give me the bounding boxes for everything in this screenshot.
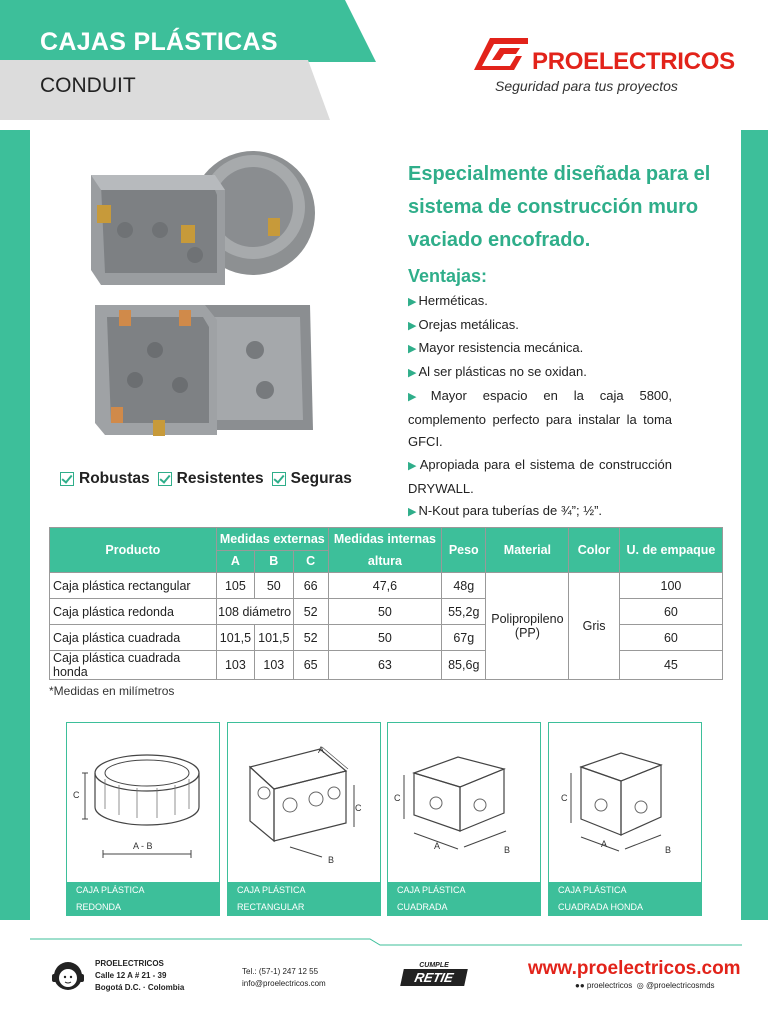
header-peso: Peso	[442, 528, 486, 573]
footer-contact	[242, 966, 326, 990]
measurement-note: *Medidas en milímetros	[49, 684, 175, 698]
proelectricos-logo-icon	[470, 34, 532, 74]
triangle-bullet-icon: ▶	[408, 367, 417, 380]
brand-slogan: Seguridad para tus proyectos	[495, 78, 678, 94]
product-photo	[85, 145, 335, 460]
dim-a-label: A	[318, 745, 325, 755]
triangle-bullet-icon: ▶	[408, 506, 417, 519]
diagram-rectangular	[227, 722, 381, 884]
brand-name: PROELECTRICOS	[532, 48, 735, 75]
triangle-bullet-icon: ▶	[408, 296, 417, 308]
dim-c-label: C	[73, 790, 80, 800]
table-row: Caja plástica cuadrada 101,5 101,5 52 50 67g 60	[50, 625, 723, 651]
color-cell: Gris	[569, 573, 620, 680]
header-medidas-internas: Medidas internas altura	[328, 528, 441, 573]
header-empaque: U. de empaque	[619, 528, 722, 573]
header-producto: Producto	[50, 528, 217, 573]
social-icons: ●●	[575, 981, 585, 990]
left-accent-bar	[0, 130, 30, 920]
dim-a-label: A	[434, 841, 441, 851]
header-b: B	[255, 550, 293, 573]
round-box-drawing	[67, 723, 219, 883]
spec-table	[49, 527, 723, 680]
list-item: ▶ Al ser plásticas no se oxidan.	[408, 364, 587, 380]
diagram-caption-redonda: CAJA PLÁSTICA REDONDA	[66, 882, 220, 916]
list-item: ▶ Apropiada para el sistema de construcción DRYWALL.	[408, 456, 672, 496]
diagram-cuadrada-honda	[548, 722, 702, 884]
dim-b-label: B	[328, 855, 335, 865]
list-item: ▶ Herméticas.	[408, 293, 488, 308]
tag-robustas: Robustas	[60, 470, 150, 488]
diagram-caption-rectangular: CAJA PLÁSTICA RECTANGULAR	[227, 882, 381, 916]
phone-number: Tel.: (57-1) 247 12 55	[242, 967, 319, 976]
triangle-bullet-icon: ▶	[408, 459, 418, 472]
list-item: ▶ Mayor resistencia mecánica.	[408, 340, 584, 356]
list-item: ▶ Orejas metálicas.	[408, 316, 519, 332]
triangle-bullet-icon: ▶	[408, 343, 417, 356]
dim-c-label: C	[394, 793, 401, 803]
retie-badge: CUMPLE RETIE	[402, 962, 466, 994]
social-handles: ●● proelectricos ◎ @proelectricosmds	[575, 981, 715, 990]
triangle-bullet-icon: ▶	[408, 390, 429, 403]
headline: Especialmente diseñada para el sistema de construcción muro vaciado encofrado.	[408, 163, 711, 251]
footer-divider	[30, 935, 742, 947]
header-material: Material	[486, 528, 569, 573]
feature-tags	[60, 470, 352, 488]
checkbox-icon	[60, 472, 74, 486]
dim-c-label: C	[355, 803, 362, 813]
website-link[interactable]: www.proelectricos.com	[528, 958, 741, 979]
triangle-bullet-icon: ▶	[408, 319, 417, 332]
material-cell: Polipropileno (PP)	[486, 573, 569, 680]
dim-c-label: C	[561, 793, 568, 803]
email-link[interactable]: info@proelectricos.com	[242, 979, 326, 988]
square-box-drawing	[388, 723, 540, 883]
checkbox-icon	[272, 472, 286, 486]
header-medidas-externas: Medidas externas	[216, 528, 328, 551]
ventajas-list	[408, 290, 672, 524]
dim-b-label: B	[665, 845, 672, 855]
footer-company: PROELECTRICOS Calle 12 A # 21 - 39 Bogotá D.C. · Colombia	[95, 959, 185, 992]
table-row: Caja plástica rectangular 105 50 66 47,6 48g Polipropileno (PP) Gris 100	[50, 573, 723, 599]
dim-ab-label: A - B	[133, 841, 153, 851]
table-row: Caja plástica redonda 108 diámetro 52 50 55,2g 60	[50, 599, 723, 625]
support-agent-icon	[50, 956, 86, 994]
dim-b-label: B	[504, 845, 511, 855]
page-title: CAJAS PLÁSTICAS	[40, 28, 278, 56]
dim-a-label: A	[601, 839, 608, 849]
list-item: ▶ Mayor espacio en la caja 5800, complemento perfecto para instalar la toma GFCI.	[408, 387, 672, 450]
header-c: C	[293, 550, 328, 573]
diagram-redonda	[66, 722, 220, 884]
ventajas-title: Ventajas:	[408, 266, 488, 286]
tag-seguras: Seguras	[272, 470, 352, 488]
instagram-icon: ◎	[636, 981, 644, 990]
header-a: A	[216, 550, 254, 573]
table-row: Caja plástica cuadrada honda 103 103 65 63 85,6g 45	[50, 651, 723, 680]
page-subtitle: CONDUIT	[40, 74, 136, 97]
header-color: Color	[569, 528, 620, 573]
diagram-cuadrada	[387, 722, 541, 884]
diagram-caption-cuadrada-honda: CAJA PLÁSTICA CUADRADA HONDA	[548, 882, 702, 916]
tag-resistentes: Resistentes	[158, 470, 264, 488]
list-item: ▶ N-Kout para tuberías de ¾”; ½”.	[408, 503, 603, 519]
deep-square-box-drawing	[549, 723, 701, 883]
right-accent-bar	[741, 130, 768, 920]
diagram-caption-cuadrada: CAJA PLÁSTICA CUADRADA	[387, 882, 541, 916]
checkbox-icon	[158, 472, 172, 486]
